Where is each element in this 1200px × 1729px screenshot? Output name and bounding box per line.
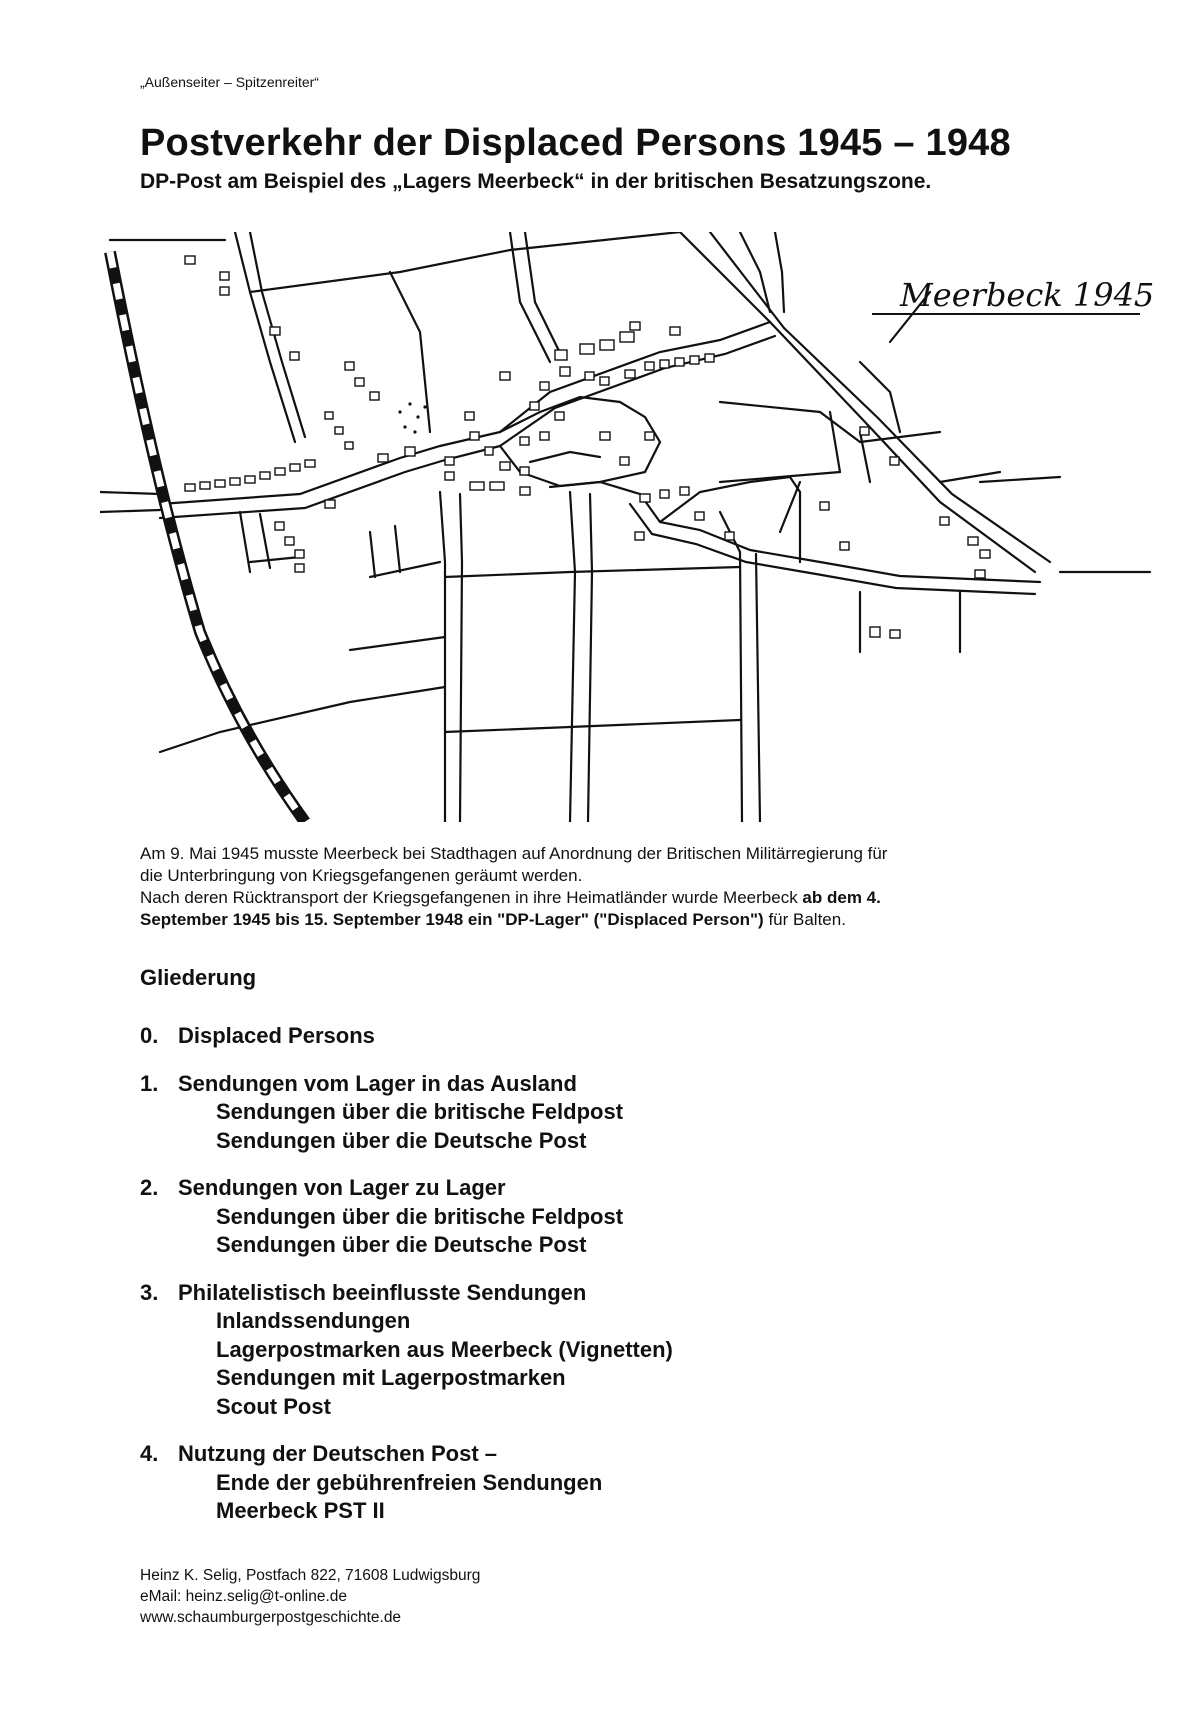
intro-line-4 [140,909,1100,931]
kicker-text: „Außenseiter – Spitzenreiter“ [140,74,319,90]
author-website: www.schaumburgerpostgeschichte.de [140,1609,402,1626]
toc-title: Philatelistisch beeinflusste Sendungen [178,1279,587,1305]
toc-number: 1. [140,1070,159,1096]
toc-subitem: Sendungen mit Lagerpostmarken [216,1365,566,1390]
toc-section [140,1279,1040,1422]
toc-subitem: Sendungen über die Deutsche Post [216,1232,587,1257]
author-email: eMail: heinz.selig@t-online.de [140,1588,348,1605]
page-title: Postverkehr der Displaced Persons 1945 – 1948 [140,122,1011,164]
toc-title: Sendungen vom Lager in das Ausland [178,1070,577,1096]
intro-line-4-bold: September 1945 bis 15. September 1948 ein "DP-Lager" ("Displaced Person") [140,910,764,929]
page-subtitle: DP-Post am Beispiel des „Lagers Meerbeck“ in der britischen Besatzungszone. [140,170,932,193]
author-address: Heinz K. Selig, Postfach 822, 71608 Ludwigsburg [140,1567,481,1584]
intro-line-2: die Unterbringung von Kriegsgefangenen geräumt werden. [140,866,583,885]
intro-line-3 [140,887,1100,909]
toc-section [140,1022,1040,1051]
map-title-label: Meerbeck 1945 [900,276,1155,314]
toc-title: Sendungen von Lager zu Lager [178,1175,506,1200]
intro-line-3-text: Nach deren Rücktransport der Kriegsgefangenen in ihre Heimatländer wurde Meerbeck [140,888,803,907]
toc-subitem: Inlandssendungen [216,1308,411,1333]
toc-subitem: Ende der gebührenfreien Sendungen [216,1469,603,1495]
toc-subitem: Sendungen über die britische Feldpost [216,1203,624,1229]
toc-section [140,1174,1040,1260]
intro-line-3-bold: ab dem 4. [802,888,881,907]
toc-number: 3. [140,1279,159,1305]
toc-subitem: Meerbeck PST II [216,1498,385,1523]
intro-paragraph [140,843,1100,931]
toc-subitem: Lagerpostmarken aus Meerbeck (Vignetten) [216,1336,673,1362]
toc-subitem: Sendungen über die Deutsche Post [216,1127,587,1153]
toc-section [140,1440,1040,1526]
intro-line-1: Am 9. Mai 1945 musste Meerbeck bei Stadthagen auf Anordnung der Britischen Militärregierung für [140,844,888,863]
toc-title: Displaced Persons [178,1023,375,1048]
toc-subitem: Scout Post [216,1393,331,1419]
toc-number: 0. [140,1023,159,1048]
toc-number: 4. [140,1441,159,1466]
toc-number: 2. [140,1175,159,1200]
author-footer [140,1565,480,1628]
toc-heading: Gliederung [140,965,257,990]
toc-section [140,1070,1040,1156]
toc-title: Nutzung der Deutschen Post – [178,1441,498,1466]
table-of-contents [140,1022,1040,1545]
intro-line-4-text: für Balten. [763,910,846,929]
map-drawing [100,232,1165,822]
toc-subitem: Sendungen über die britische Feldpost [216,1099,624,1124]
village-map [100,232,1165,822]
